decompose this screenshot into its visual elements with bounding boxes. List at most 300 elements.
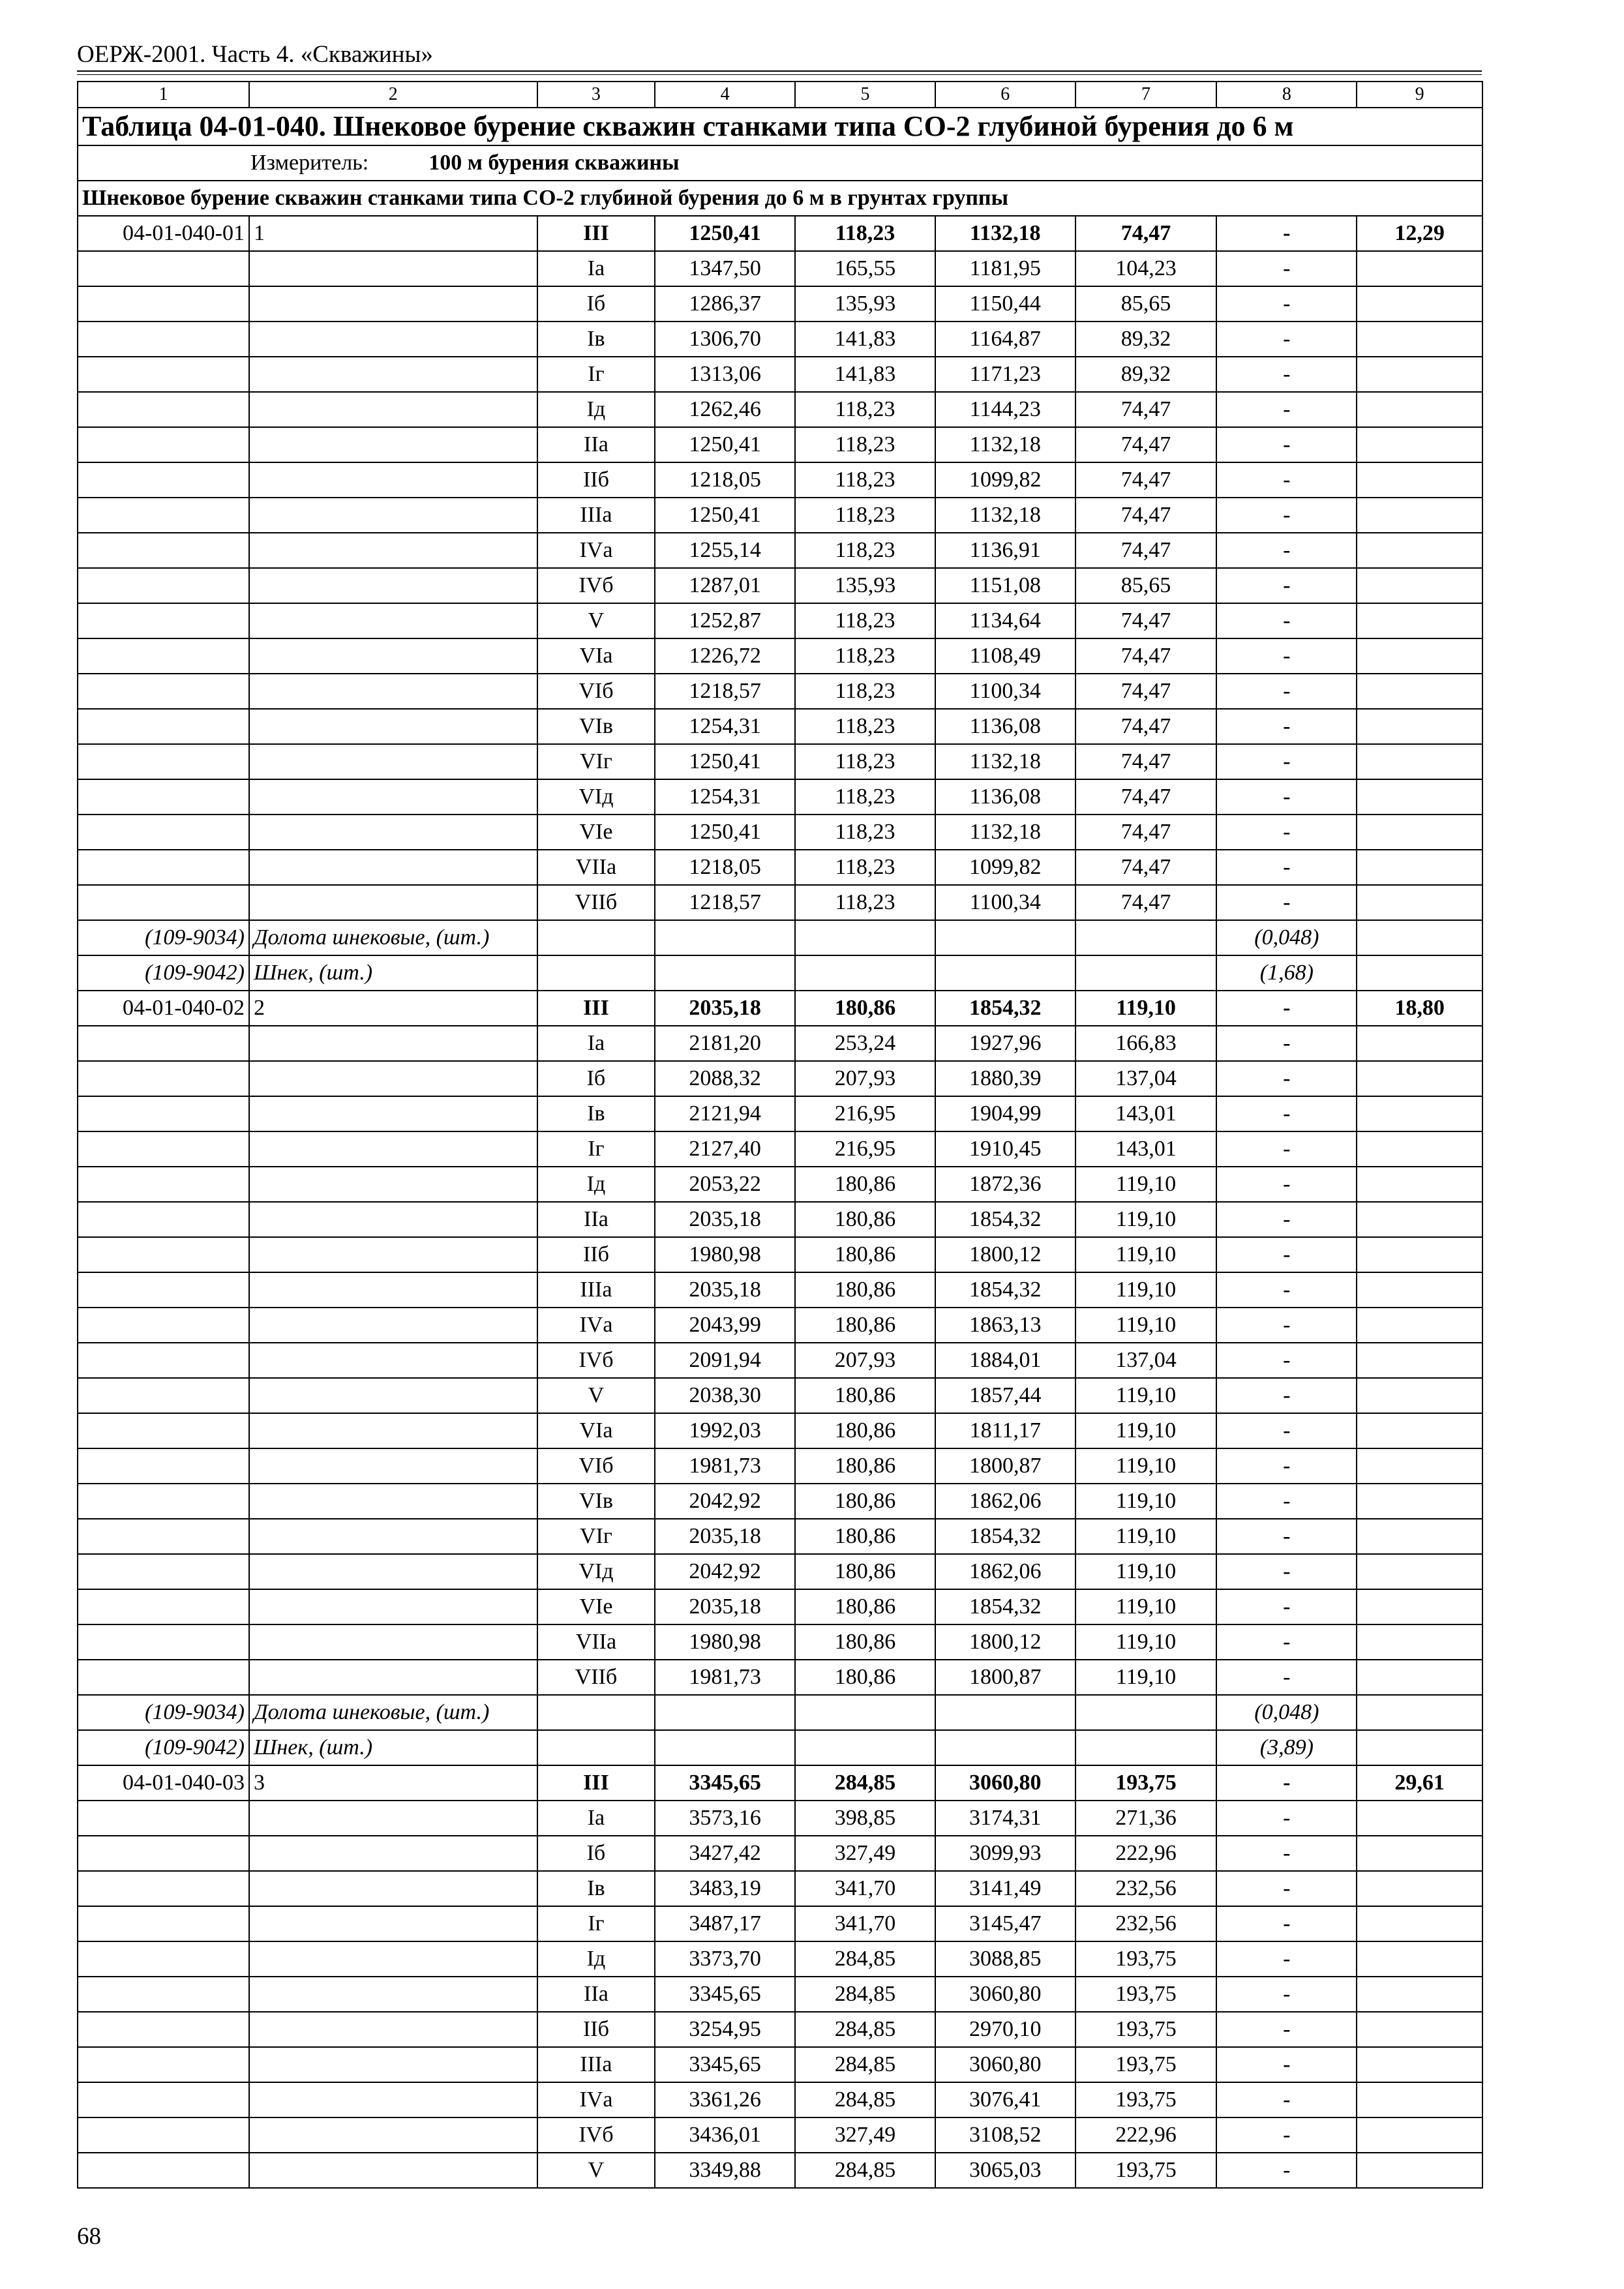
soil-group: VIд — [537, 779, 655, 815]
soil-group: Iа — [537, 1801, 655, 1836]
table-row — [78, 603, 1482, 638]
table-cell — [1357, 815, 1482, 850]
value-cell: - — [1216, 1378, 1357, 1413]
value-cell: - — [1216, 1519, 1357, 1554]
table-cell — [1357, 1448, 1482, 1484]
soil-group: IIб — [537, 2012, 655, 2047]
column-number-row — [78, 82, 1482, 108]
table-row — [78, 1413, 1482, 1448]
value-cell: 1218,57 — [655, 674, 795, 709]
value-cell: 1262,46 — [655, 392, 795, 427]
column-number: 3 — [537, 82, 655, 108]
table-row — [78, 286, 1482, 322]
value-cell: 2127,40 — [655, 1131, 795, 1167]
table-cell — [78, 1343, 249, 1378]
value-cell: 135,93 — [795, 286, 935, 322]
value-cell: 1100,34 — [935, 674, 1075, 709]
material-name: Шнек, (шт.) — [249, 1730, 537, 1765]
value-cell: 1286,37 — [655, 286, 795, 322]
value-cell: 222,96 — [1075, 1836, 1217, 1871]
value-cell: 1306,70 — [655, 322, 795, 357]
value-cell: 327,49 — [795, 2117, 935, 2153]
table-cell — [1357, 850, 1482, 885]
table-cell — [537, 955, 655, 991]
header-rule — [77, 70, 1482, 72]
table-cell — [78, 2153, 249, 2188]
table-cell — [1357, 1413, 1482, 1448]
table-row — [78, 1167, 1482, 1202]
value-cell: 119,10 — [1075, 1519, 1217, 1554]
value-cell: - — [1216, 1554, 1357, 1589]
value-cell: 118,23 — [795, 779, 935, 815]
value-cell: 1181,95 — [935, 251, 1075, 286]
soil-group: VIг — [537, 1519, 655, 1554]
value-cell: 3345,65 — [655, 1765, 795, 1801]
unit-value: 100 м бурения скважины — [429, 151, 680, 175]
value-cell: 271,36 — [1075, 1801, 1217, 1836]
table-cell — [1357, 1836, 1482, 1871]
material-value: (3,89) — [1216, 1730, 1357, 1765]
value-cell: 2035,18 — [655, 1272, 795, 1308]
value-cell: 193,75 — [1075, 1977, 1217, 2012]
table-cell — [249, 674, 537, 709]
item-number: 1 — [249, 216, 537, 251]
table-cell — [249, 1167, 537, 1202]
table-cell — [249, 709, 537, 744]
value-cell: 74,47 — [1075, 815, 1217, 850]
value-cell: 1132,18 — [935, 815, 1075, 850]
value-cell: 118,23 — [795, 462, 935, 498]
value-cell: - — [1216, 1096, 1357, 1131]
value-cell: - — [1216, 462, 1357, 498]
table-cell — [1357, 1378, 1482, 1413]
table-cell — [78, 1554, 249, 1589]
value-cell: 119,10 — [1075, 1660, 1217, 1695]
value-cell: 3436,01 — [655, 2117, 795, 2153]
value-cell: 193,75 — [1075, 2153, 1217, 2188]
value-cell: 1862,06 — [935, 1554, 1075, 1589]
value-cell: - — [1216, 1131, 1357, 1167]
value-cell: 104,23 — [1075, 251, 1217, 286]
table-row — [78, 638, 1482, 674]
table-row — [78, 2153, 1482, 2188]
table-row — [78, 1237, 1482, 1272]
value-cell: 180,86 — [795, 1202, 935, 1237]
table-cell — [1357, 955, 1482, 991]
table-row — [78, 2047, 1482, 2082]
value-cell: 1347,50 — [655, 251, 795, 286]
value-cell: 74,47 — [1075, 674, 1217, 709]
table-cell — [1357, 1167, 1482, 1202]
table-cell — [249, 2153, 537, 2188]
table-cell — [78, 1484, 249, 1519]
table-cell — [249, 1413, 537, 1448]
table-cell — [78, 850, 249, 885]
table-row — [78, 885, 1482, 920]
value-cell: 1218,57 — [655, 885, 795, 920]
table-cell — [78, 1660, 249, 1695]
table-row — [78, 815, 1482, 850]
soil-group: IIIа — [537, 498, 655, 533]
soil-group: IIб — [537, 1237, 655, 1272]
table-cell — [78, 1378, 249, 1413]
table-cell — [935, 920, 1075, 955]
value-cell: 1218,05 — [655, 462, 795, 498]
value-cell: 1250,41 — [655, 744, 795, 779]
soil-group: Iб — [537, 1836, 655, 1871]
rate-code: 04-01-040-01 — [78, 216, 249, 251]
value-cell: 1800,87 — [935, 1448, 1075, 1484]
table-row — [78, 1836, 1482, 1871]
value-cell: 2035,18 — [655, 1519, 795, 1554]
value-cell: - — [1216, 991, 1357, 1026]
value-cell: 1250,41 — [655, 216, 795, 251]
soil-group: III — [537, 216, 655, 251]
table-cell — [249, 2117, 537, 2153]
table-cell — [78, 533, 249, 568]
value-cell: 3060,80 — [935, 1977, 1075, 2012]
value-cell: 1132,18 — [935, 498, 1075, 533]
soil-group: VIIа — [537, 850, 655, 885]
value-cell: 1904,99 — [935, 1096, 1075, 1131]
value-cell: 193,75 — [1075, 1941, 1217, 1977]
soil-group: VIIа — [537, 1624, 655, 1660]
value-cell: - — [1216, 1272, 1357, 1308]
material-value: (0,048) — [1216, 1695, 1357, 1730]
value-cell: 180,86 — [795, 1519, 935, 1554]
value-cell: - — [1216, 1836, 1357, 1871]
table-cell — [78, 1589, 249, 1624]
soil-group: Iг — [537, 1131, 655, 1167]
table-cell — [1357, 603, 1482, 638]
value-cell: 74,47 — [1075, 216, 1217, 251]
table-cell — [655, 920, 795, 955]
value-cell: 143,01 — [1075, 1096, 1217, 1131]
rate-code: 04-01-040-02 — [78, 991, 249, 1026]
value-cell: 118,23 — [795, 709, 935, 744]
value-cell: - — [1216, 2153, 1357, 2188]
table-cell — [1357, 1801, 1482, 1836]
value-cell: 119,10 — [1075, 1448, 1217, 1484]
table-row — [78, 1906, 1482, 1941]
table-cell — [1357, 392, 1482, 427]
table-row — [78, 1871, 1482, 1906]
value-cell: 74,47 — [1075, 850, 1217, 885]
table-row — [78, 1941, 1482, 1977]
table-cell — [795, 1695, 935, 1730]
value-cell: 1811,17 — [935, 1413, 1075, 1448]
value-cell: 1862,06 — [935, 1484, 1075, 1519]
table-row — [78, 1202, 1482, 1237]
value-cell: - — [1216, 1343, 1357, 1378]
value-cell: - — [1216, 744, 1357, 779]
value-cell: - — [1216, 427, 1357, 462]
table-cell — [78, 1237, 249, 1272]
value-cell: 85,65 — [1075, 286, 1217, 322]
value-cell: 135,93 — [795, 568, 935, 603]
value-cell: - — [1216, 885, 1357, 920]
table-cell — [1357, 1941, 1482, 1977]
table-cell — [935, 1695, 1075, 1730]
table-cell — [249, 286, 537, 322]
value-cell: 74,47 — [1075, 779, 1217, 815]
soil-group: V — [537, 2153, 655, 2188]
table-cell — [795, 920, 935, 955]
soil-group: Iб — [537, 286, 655, 322]
value-cell: 118,23 — [795, 850, 935, 885]
value-cell: - — [1216, 1871, 1357, 1906]
table-cell — [1357, 2117, 1482, 2153]
table-cell — [249, 815, 537, 850]
soil-group: Iа — [537, 1026, 655, 1061]
table-cell — [249, 533, 537, 568]
value-cell: 118,23 — [795, 815, 935, 850]
value-cell: 3349,88 — [655, 2153, 795, 2188]
table-cell — [1357, 1624, 1482, 1660]
soil-group: Iб — [537, 1061, 655, 1096]
soil-group: Iд — [537, 1167, 655, 1202]
value-cell: 1880,39 — [935, 1061, 1075, 1096]
value-cell: 1132,18 — [935, 427, 1075, 462]
item-number: 3 — [249, 1765, 537, 1801]
soil-group: VIб — [537, 1448, 655, 1484]
table-cell — [78, 744, 249, 779]
value-cell: 118,23 — [795, 638, 935, 674]
soil-group: Iв — [537, 1871, 655, 1906]
value-cell: 1854,32 — [935, 1272, 1075, 1308]
table-cell — [1357, 2012, 1482, 2047]
value-cell: 118,23 — [795, 744, 935, 779]
table-cell — [78, 1272, 249, 1308]
column-number: 5 — [795, 82, 935, 108]
value-cell: - — [1216, 1413, 1357, 1448]
value-cell: 3483,19 — [655, 1871, 795, 1906]
table-cell — [78, 674, 249, 709]
soil-group: III — [537, 1765, 655, 1801]
table-cell — [935, 1730, 1075, 1765]
table-cell — [1357, 1343, 1482, 1378]
table-cell — [1357, 1096, 1482, 1131]
table-row — [78, 1308, 1482, 1343]
table-cell — [249, 251, 537, 286]
table-cell — [78, 392, 249, 427]
table-cell — [249, 322, 537, 357]
table-cell — [249, 1554, 537, 1589]
value-cell: 341,70 — [795, 1871, 935, 1906]
value-cell: 1250,41 — [655, 498, 795, 533]
table-row — [78, 1660, 1482, 1695]
value-cell: 1108,49 — [935, 638, 1075, 674]
table-row — [78, 2117, 1482, 2153]
soil-group: IIIа — [537, 1272, 655, 1308]
soil-group: V — [537, 603, 655, 638]
value-cell: 284,85 — [795, 1765, 935, 1801]
value-cell: 180,86 — [795, 991, 935, 1026]
value-cell: 143,01 — [1075, 1131, 1217, 1167]
table-cell — [1357, 2082, 1482, 2117]
value-cell: 118,23 — [795, 427, 935, 462]
table-cell — [249, 1202, 537, 1237]
table-cell — [78, 1941, 249, 1977]
table-cell — [78, 322, 249, 357]
value-cell: 1150,44 — [935, 286, 1075, 322]
value-cell: 119,10 — [1075, 1167, 1217, 1202]
soil-group: Iд — [537, 392, 655, 427]
table-cell — [249, 1906, 537, 1941]
value-cell: 216,95 — [795, 1096, 935, 1131]
value-cell: 1884,01 — [935, 1343, 1075, 1378]
value-cell: 284,85 — [795, 1977, 935, 2012]
table-cell — [78, 638, 249, 674]
table-cell — [1357, 357, 1482, 392]
table-cell — [78, 1977, 249, 2012]
value-cell: 119,10 — [1075, 1378, 1217, 1413]
table-cell — [249, 1941, 537, 1977]
value-cell: 1144,23 — [935, 392, 1075, 427]
material-name: Долота шнековые, (шт.) — [249, 920, 537, 955]
value-cell: - — [1216, 603, 1357, 638]
table-row — [78, 1519, 1482, 1554]
value-cell: 193,75 — [1075, 2047, 1217, 2082]
table-row — [78, 674, 1482, 709]
value-cell: - — [1216, 2082, 1357, 2117]
table-cell — [78, 286, 249, 322]
value-cell: 341,70 — [795, 1906, 935, 1941]
table-row — [78, 1061, 1482, 1096]
table-cell — [1357, 1695, 1482, 1730]
table-row — [78, 533, 1482, 568]
soil-group: IIа — [537, 1202, 655, 1237]
table-cell — [78, 1026, 249, 1061]
value-cell: 193,75 — [1075, 1765, 1217, 1801]
rates-table — [77, 81, 1483, 2189]
table-row — [78, 357, 1482, 392]
value-cell: 1134,64 — [935, 603, 1075, 638]
value-cell: 1136,08 — [935, 779, 1075, 815]
value-cell: 165,55 — [795, 251, 935, 286]
value-cell: 1981,73 — [655, 1448, 795, 1484]
table-cell — [1357, 322, 1482, 357]
value-cell: 1857,44 — [935, 1378, 1075, 1413]
value-cell: 1992,03 — [655, 1413, 795, 1448]
value-cell: 119,10 — [1075, 1202, 1217, 1237]
material-code: (109-9034) — [78, 920, 249, 955]
table-cell — [249, 462, 537, 498]
table-cell — [249, 1871, 537, 1906]
value-cell: 3088,85 — [935, 1941, 1075, 1977]
table-cell — [249, 427, 537, 462]
value-cell: - — [1216, 322, 1357, 357]
value-cell: 2035,18 — [655, 1589, 795, 1624]
table-cell — [249, 1272, 537, 1308]
value-cell: - — [1216, 2117, 1357, 2153]
table-cell — [1357, 1906, 1482, 1941]
value-cell: 119,10 — [1075, 1413, 1217, 1448]
table-cell — [249, 1131, 537, 1167]
table-cell — [1357, 885, 1482, 920]
value-cell: 2038,30 — [655, 1378, 795, 1413]
value-cell: 180,86 — [795, 1167, 935, 1202]
table-cell — [1075, 1695, 1217, 1730]
value-cell: 232,56 — [1075, 1906, 1217, 1941]
value-cell: 1132,18 — [935, 744, 1075, 779]
value-cell: 180,86 — [795, 1378, 935, 1413]
table-cell — [1075, 920, 1217, 955]
table-body — [78, 82, 1482, 2188]
value-cell: 3427,42 — [655, 1836, 795, 1871]
soil-group: VIе — [537, 815, 655, 850]
table-row — [78, 2012, 1482, 2047]
value-cell: - — [1216, 1167, 1357, 1202]
table-cell — [249, 498, 537, 533]
value-cell: 118,23 — [795, 392, 935, 427]
table-cell — [249, 1096, 537, 1131]
table-row — [78, 1096, 1482, 1131]
value-cell: - — [1216, 1941, 1357, 1977]
table-cell — [1357, 286, 1482, 322]
table-row — [78, 1801, 1482, 1836]
soil-group: Iд — [537, 1941, 655, 1977]
material-code: (109-9034) — [78, 1695, 249, 1730]
value-cell: 118,23 — [795, 603, 935, 638]
value-cell: 1981,73 — [655, 1660, 795, 1695]
table-cell — [1357, 1202, 1482, 1237]
value-cell: 207,93 — [795, 1343, 935, 1378]
table-row — [78, 1484, 1482, 1519]
table-cell — [1357, 674, 1482, 709]
value-cell: 119,10 — [1075, 1272, 1217, 1308]
value-cell: 74,47 — [1075, 427, 1217, 462]
value-cell: 1226,72 — [655, 638, 795, 674]
soil-group: IIIа — [537, 2047, 655, 2082]
table-cell — [1357, 920, 1482, 955]
value-cell: 74,47 — [1075, 603, 1217, 638]
value-cell: 1313,06 — [655, 357, 795, 392]
value-cell: 119,10 — [1075, 1308, 1217, 1343]
table-cell — [1357, 1131, 1482, 1167]
value-cell: 284,85 — [795, 1941, 935, 1977]
value-cell: 74,47 — [1075, 498, 1217, 533]
value-cell: 166,83 — [1075, 1026, 1217, 1061]
table-cell — [78, 1906, 249, 1941]
table-cell — [78, 1308, 249, 1343]
value-cell: 118,23 — [795, 885, 935, 920]
table-cell — [249, 1484, 537, 1519]
value-cell: 1254,31 — [655, 779, 795, 815]
value-cell: 119,10 — [1075, 1589, 1217, 1624]
table-cell — [249, 1343, 537, 1378]
table-row — [78, 1131, 1482, 1167]
value-cell: 74,47 — [1075, 744, 1217, 779]
table-cell — [78, 462, 249, 498]
value-cell: 3060,80 — [935, 2047, 1075, 2082]
value-cell: 119,10 — [1075, 1624, 1217, 1660]
value-cell: - — [1216, 638, 1357, 674]
table-row — [78, 216, 1482, 251]
table-cell — [78, 2082, 249, 2117]
soil-group: IVа — [537, 533, 655, 568]
value-cell: 1132,18 — [935, 216, 1075, 251]
soil-group: VIд — [537, 1554, 655, 1589]
value-cell: 1250,41 — [655, 427, 795, 462]
value-cell: - — [1216, 1308, 1357, 1343]
value-cell: 180,86 — [795, 1554, 935, 1589]
material-name: Долота шнековые, (шт.) — [249, 1695, 537, 1730]
table-cell — [249, 357, 537, 392]
table-cell — [78, 2047, 249, 2082]
value-cell: 398,85 — [795, 1801, 935, 1836]
material-value: (1,68) — [1216, 955, 1357, 991]
